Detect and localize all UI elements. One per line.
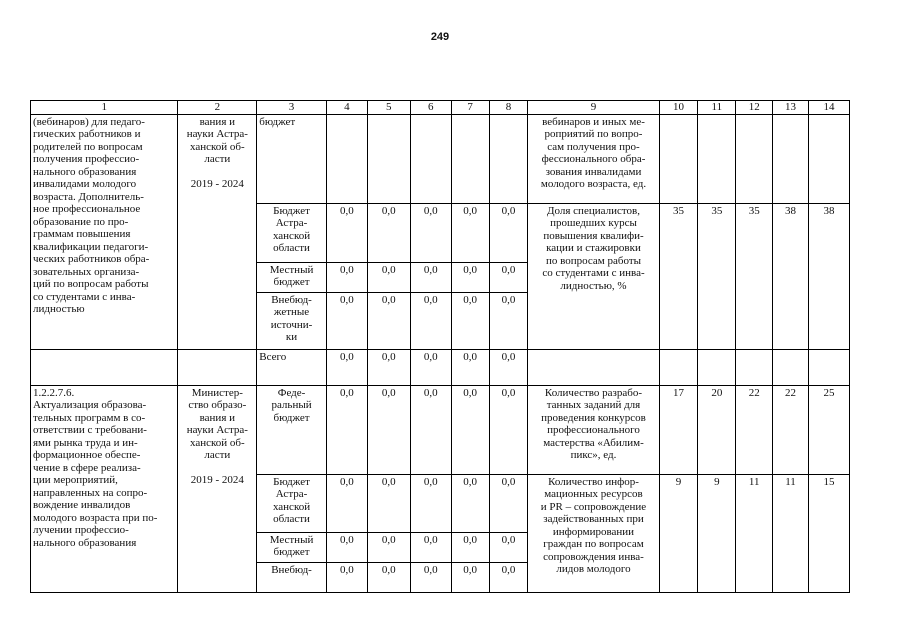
col-header: 5 — [367, 101, 410, 115]
funding-value: 0,0 — [489, 562, 528, 592]
funding-source: Бюджет Астра- ханской области — [257, 474, 327, 532]
funding-value: 0,0 — [410, 385, 451, 474]
funding-source: Местный бюджет — [257, 532, 327, 562]
funding-source: бюджет — [257, 114, 327, 203]
indicator-value: 20 — [698, 385, 736, 474]
empty-cell — [736, 349, 773, 385]
funding-value: 0,0 — [410, 562, 451, 592]
activity-description: (вебинаров) для педаго- гических работников и родителей по вопросам получения профессио- нального образования инвалидами молодого возраста. Дополнитель- ное профессиональное образование по про- граммам повышения квалификации педагоги- ческих работников обра- зовательных организа- ций по вопросам работы со студентами с инва- лидностью — [31, 114, 178, 349]
funding-value — [451, 114, 489, 203]
indicator-value: 11 — [736, 474, 773, 592]
indicator-value: 11 — [773, 474, 809, 592]
funding-value: 0,0 — [410, 474, 451, 532]
indicator-name: Количество инфор- мационных ресурсов и PR – сопровождение задействованных при информировании граждан по вопросам сопровождения инва- лидов молодого — [528, 474, 659, 592]
indicator-value: 17 — [659, 385, 698, 474]
funding-value: 0,0 — [326, 349, 367, 385]
funding-value: 0,0 — [451, 474, 489, 532]
funding-value: 0,0 — [367, 262, 410, 292]
funding-value: 0,0 — [367, 203, 410, 262]
header-row — [31, 101, 850, 115]
funding-value: 0,0 — [489, 385, 528, 474]
col-header: 10 — [659, 101, 698, 115]
indicator-name: Количество разрабо- танных заданий для проведения конкурсов профессионального мастерства «Абилим- пикс», ед. — [528, 385, 659, 474]
funding-value: 0,0 — [410, 532, 451, 562]
table-row — [31, 114, 850, 203]
page-number: 249 — [430, 31, 450, 43]
funding-value: 0,0 — [489, 532, 528, 562]
indicator-value: 15 — [808, 474, 849, 592]
indicator-value — [659, 114, 698, 203]
indicator-value: 35 — [659, 203, 698, 349]
funding-value: 0,0 — [326, 203, 367, 262]
indicator-value: 35 — [736, 203, 773, 349]
funding-value: 0,0 — [326, 562, 367, 592]
funding-value: 0,0 — [410, 203, 451, 262]
empty-cell — [773, 349, 809, 385]
indicator-value: 35 — [698, 203, 736, 349]
funding-value: 0,0 — [451, 203, 489, 262]
funding-value: 0,0 — [451, 349, 489, 385]
indicator-value — [698, 114, 736, 203]
activity-description: 1.2.2.7.6. Актуализация образова- тельных программ в со- ответствии с требовани- ями рынка труда и ин- формационное обеспе- чение в сфере реализа- ции мероприятий, направленных на сопро- вождение инвалидов молодого возраста при по- лучении профессио- нального образования — [31, 385, 178, 592]
funding-source: Внебюд- — [257, 562, 327, 592]
indicator-value: 9 — [698, 474, 736, 592]
funding-value: 0,0 — [410, 349, 451, 385]
indicator-value: 22 — [773, 385, 809, 474]
col-header: 7 — [451, 101, 489, 115]
funding-value: 0,0 — [451, 262, 489, 292]
col-header: 3 — [257, 101, 327, 115]
col-header: 11 — [698, 101, 736, 115]
funding-value: 0,0 — [489, 349, 528, 385]
indicator-value: 25 — [808, 385, 849, 474]
funding-total: Всего — [257, 349, 327, 385]
funding-value: 0,0 — [489, 203, 528, 262]
indicator-value: 22 — [736, 385, 773, 474]
col-header: 14 — [808, 101, 849, 115]
empty-cell — [528, 349, 659, 385]
indicator-name: вебинаров и иных ме- роприятий по вопро- сам получения про- фессионального обра- зования инвалидами молодого возраста, ед. — [528, 114, 659, 203]
program-table — [30, 100, 850, 593]
col-header: 2 — [178, 101, 257, 115]
funding-source: Бюджет Астра- ханской области — [257, 203, 327, 262]
col-header: 9 — [528, 101, 659, 115]
funding-value — [367, 114, 410, 203]
funding-source: Внебюд- жетные источни- ки — [257, 292, 327, 349]
funding-value: 0,0 — [367, 474, 410, 532]
funding-value: 0,0 — [326, 385, 367, 474]
funding-value: 0,0 — [367, 292, 410, 349]
funding-source: Местный бюджет — [257, 262, 327, 292]
indicator-value — [773, 114, 809, 203]
funding-value — [326, 114, 367, 203]
responsible-executor: Министер- ство образо- вания и науки Астра- ханской об- ласти 2019 - 2024 — [178, 385, 257, 592]
funding-value — [410, 114, 451, 203]
col-header: 12 — [736, 101, 773, 115]
indicator-value: 9 — [659, 474, 698, 592]
funding-value: 0,0 — [489, 262, 528, 292]
funding-value: 0,0 — [489, 474, 528, 532]
funding-value: 0,0 — [410, 262, 451, 292]
funding-value: 0,0 — [367, 349, 410, 385]
indicator-value — [736, 114, 773, 203]
indicator-value — [808, 114, 849, 203]
funding-value: 0,0 — [489, 292, 528, 349]
table-row — [31, 349, 850, 385]
funding-value: 0,0 — [451, 292, 489, 349]
funding-value — [489, 114, 528, 203]
funding-value: 0,0 — [367, 562, 410, 592]
funding-value: 0,0 — [451, 562, 489, 592]
indicator-value: 38 — [808, 203, 849, 349]
funding-value: 0,0 — [326, 292, 367, 349]
funding-value: 0,0 — [326, 262, 367, 292]
funding-source: Феде- ральный бюджет — [257, 385, 327, 474]
table-row — [31, 385, 850, 474]
indicator-value: 38 — [773, 203, 809, 349]
empty-cell — [178, 349, 257, 385]
funding-value: 0,0 — [410, 292, 451, 349]
funding-value: 0,0 — [451, 385, 489, 474]
empty-cell — [808, 349, 849, 385]
col-header: 1 — [31, 101, 178, 115]
responsible-executor: вания и науки Астра- ханской об- ласти 2019 - 2024 — [178, 114, 257, 349]
funding-value: 0,0 — [326, 474, 367, 532]
empty-cell — [31, 349, 178, 385]
indicator-name: Доля специалистов, прошедших курсы повышения квалифи- кации и стажировки по вопросам работы со студентами с инва- лидностью, % — [528, 203, 659, 349]
col-header: 4 — [326, 101, 367, 115]
empty-cell — [659, 349, 698, 385]
col-header: 6 — [410, 101, 451, 115]
funding-value: 0,0 — [367, 385, 410, 474]
funding-value: 0,0 — [451, 532, 489, 562]
col-header: 13 — [773, 101, 809, 115]
col-header: 8 — [489, 101, 528, 115]
empty-cell — [698, 349, 736, 385]
funding-value: 0,0 — [367, 532, 410, 562]
funding-value: 0,0 — [326, 532, 367, 562]
